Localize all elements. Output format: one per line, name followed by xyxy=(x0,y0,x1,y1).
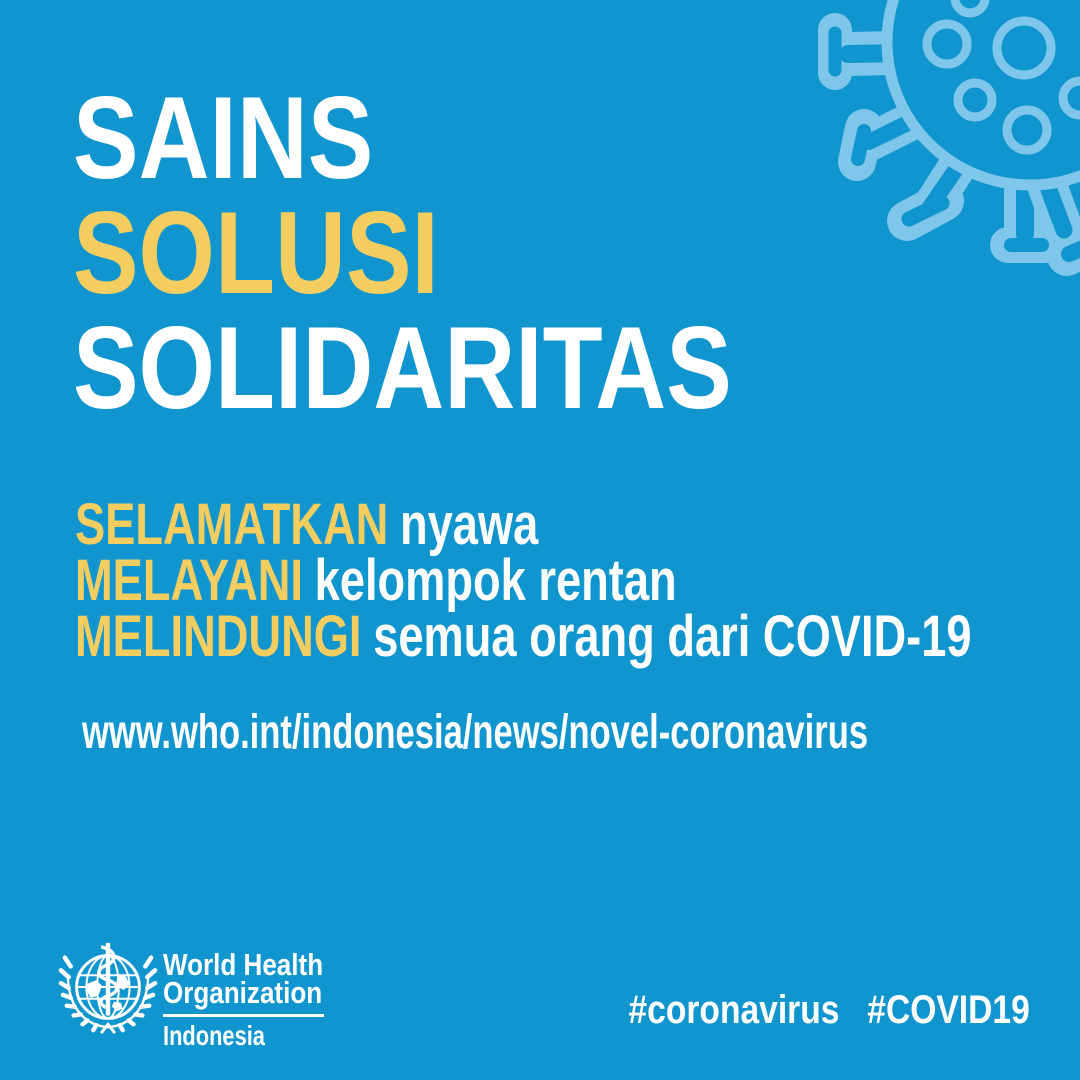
hashtags xyxy=(629,990,1030,1030)
who-logotype xyxy=(163,947,324,1010)
hashtag-covid19: #COVID19 xyxy=(867,988,1030,1032)
who-country-label: Indonesia xyxy=(163,1020,265,1051)
message-emphasis: SELAMATKAN xyxy=(75,492,389,557)
who-logotype-line1: World Health xyxy=(163,947,324,982)
message-rest: nyawa xyxy=(400,492,539,557)
message-emphasis: MELAYANI xyxy=(75,548,303,613)
message-line xyxy=(75,548,677,613)
coronavirus-icon xyxy=(760,0,1080,300)
headline-line-3: SOLIDARITAS xyxy=(73,302,732,433)
message-line xyxy=(75,604,972,669)
message-line xyxy=(75,492,539,557)
who-logotype-line2: Organization xyxy=(163,974,323,1010)
who-emblem-icon xyxy=(57,937,159,1039)
message-rest: semua orang dari COVID-19 xyxy=(373,604,972,669)
headline-line-1: SAINS xyxy=(73,72,374,203)
url-text: www.who.int/indonesia/news/novel-coronavirus xyxy=(82,706,869,759)
hashtag-coronavirus: #coronavirus xyxy=(628,988,840,1032)
message-emphasis: MELINDUNGI xyxy=(75,604,362,669)
who-logotype-divider xyxy=(163,1014,324,1017)
message-rest: kelompok rentan xyxy=(314,548,677,613)
headline-line-2: SOLUSI xyxy=(73,187,439,318)
